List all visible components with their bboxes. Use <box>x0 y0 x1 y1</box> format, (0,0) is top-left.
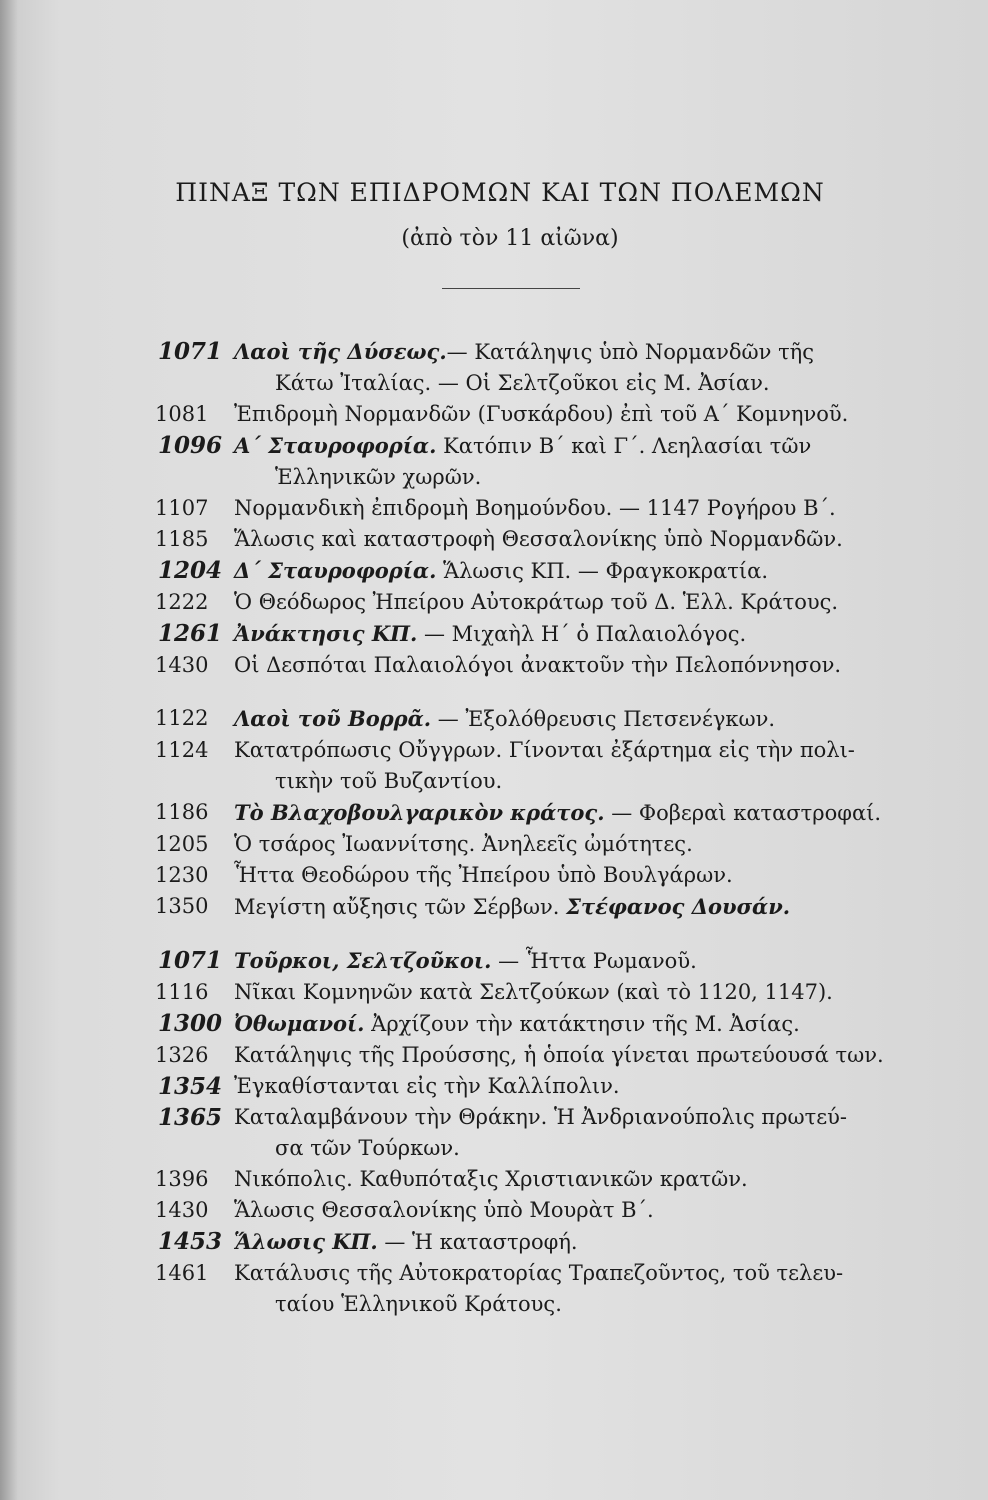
entry-year: 1326 <box>155 1043 209 1067</box>
entry-year: 1430 <box>155 1198 209 1222</box>
entry-text <box>234 1040 914 1071</box>
entry-text <box>234 650 914 681</box>
entry-body: Ἐγκαθίστανται εἰς τὴν Καλλίπολιν. <box>234 1074 620 1098</box>
entry-text <box>234 430 914 462</box>
entry-year: 1122 <box>155 706 209 730</box>
entry-heading: Ὀθωμανοί. <box>234 1011 365 1036</box>
entry-body: Νορμανδικὴ ἐπιδρομὴ Βοημούνδου. — 1147 Ρογήρου Β΄. <box>234 496 836 520</box>
chronology-entry <box>0 493 988 524</box>
entry-text <box>234 703 914 735</box>
entry-year: 1430 <box>155 653 209 677</box>
entry-body: Οἱ Δεσπόται Παλαιολόγοι ἀνακτοῦν τὴν Πελοπόννησον. <box>234 653 842 677</box>
entry-year: 1124 <box>155 738 209 762</box>
entry-year: 1116 <box>155 980 209 1004</box>
entry-body: Ὁ τσάρος Ἰωαννίτσης. Ἀνηλεεῖς ὠμότητες. <box>234 832 693 856</box>
chronology-entry <box>0 703 988 735</box>
chronology-entry <box>0 430 988 493</box>
entry-body: Κατατρόπωσις Οὔγγρων. Γίνονται ἐξάρτημα εἰς τὴν πολι- <box>234 738 855 762</box>
entry-year: 1096 <box>158 432 223 459</box>
entry-year: 1354 <box>158 1073 223 1100</box>
entry-year: 1230 <box>155 863 209 887</box>
entry-year: 1071 <box>158 947 223 974</box>
entry-text <box>234 399 914 430</box>
entry-text <box>234 735 914 766</box>
entry-body: Ἅλωσις ΚΠ. — Φραγκοκρατία. <box>436 559 768 583</box>
entry-text <box>234 555 914 587</box>
chronology-entry <box>0 1164 988 1195</box>
entry-text <box>234 1226 914 1258</box>
entry-body: — Ἧττα Ρωμανοῦ. <box>491 949 697 973</box>
entry-body: Νικόπολις. Καθυπόταξις Χριστιανικῶν κρατῶν. <box>234 1167 748 1191</box>
entry-continuation: Κάτω Ἰταλίας. — Οἱ Σελτζοῦκοι εἰς Μ. Ἀσίαν. <box>275 371 770 395</box>
entry-text <box>234 977 914 1008</box>
entry-heading: Δ΄ Σταυροφορία. <box>234 558 437 583</box>
entry-body: Ἅλωσις καὶ καταστροφὴ Θεσσαλονίκης ὑπὸ Νορμανδῶν. <box>234 527 843 551</box>
entry-year: 1107 <box>155 496 209 520</box>
chronology-entry <box>0 1195 988 1226</box>
entry-body: Ὁ Θεόδωρος Ἠπείρου Αὐτοκράτωρ τοῦ Δ. Ἑλλ. Κράτους. <box>234 590 839 614</box>
chronology-entry <box>0 891 988 923</box>
chronology-entry <box>0 1071 988 1102</box>
entry-text <box>234 829 914 860</box>
entry-body: Κατόπιν Β΄ καὶ Γ΄. Λεηλασίαι τῶν <box>436 434 812 458</box>
chronology-entry <box>0 829 988 860</box>
chronology-entry <box>0 587 988 618</box>
entry-text <box>234 1071 914 1102</box>
chronology-entry <box>0 1258 988 1320</box>
chronology-entry <box>0 650 988 681</box>
entry-year: 1396 <box>155 1167 209 1191</box>
entry-year: 1186 <box>155 800 209 824</box>
chronology-entry <box>0 1102 988 1164</box>
entry-body: — Κατάληψις ὑπὸ Νορμανδῶν τῆς <box>446 340 815 364</box>
chronology-entry <box>0 1040 988 1071</box>
chronology-entry <box>0 945 988 977</box>
entry-body: Νῖκαι Κομνηνῶν κατὰ Σελτζούκων (καὶ τὸ 1120, 1147). <box>234 980 833 1004</box>
entry-year: 1461 <box>155 1261 209 1285</box>
chronology-entry <box>0 1008 988 1040</box>
divider <box>442 288 580 289</box>
chronology-entry <box>0 618 988 650</box>
entry-heading: Ἀνάκτησις ΚΠ. <box>234 621 418 646</box>
entry-body: Μεγίστη αὔξησις τῶν Σέρβων. <box>234 895 567 919</box>
entry-text <box>234 860 914 891</box>
entry-text <box>234 1195 914 1226</box>
entry-year: 1081 <box>155 402 209 426</box>
entry-body: Ἐπιδρομὴ Νορμανδῶν (Γυσκάρδου) ἐπὶ τοῦ Α΄ Κομνηνοῦ. <box>234 402 849 426</box>
entry-text <box>234 945 914 977</box>
entry-heading: Τὸ Βλαχοβουλγαρικὸν κράτος. <box>234 800 605 825</box>
entry-body: — Φοβεραὶ καταστροφαί. <box>604 801 882 825</box>
entry-year: 1300 <box>158 1010 223 1037</box>
entry-year: 1204 <box>158 557 223 584</box>
entry-text <box>234 1102 914 1133</box>
entry-body: Ἀρχίζουν τὴν κατάκτησιν τῆς Μ. Ἀσίας. <box>364 1012 800 1036</box>
entry-heading: Λαοὶ τῆς Δύσεως. <box>234 339 447 364</box>
entry-emphasis: Στέφανος Δουσάν. <box>566 894 791 919</box>
page-title: ΠΙΝΑΞ ΤΩΝ ΕΠΙΔΡΟΜΩΝ ΚΑΙ ΤΩΝ ΠΟΛΕΜΩΝ <box>175 178 825 207</box>
entry-year: 1185 <box>155 527 209 551</box>
page-subtitle: (ἀπὸ τὸν 11 αἰῶνα) <box>401 226 619 251</box>
entry-body: — Ἡ καταστροφή. <box>377 1230 578 1254</box>
entry-text <box>234 1008 914 1040</box>
entry-body: Καταλαμβάνουν τὴν Θράκην. Ἡ Ἀνδριανούπολις πρωτεύ- <box>234 1105 848 1129</box>
entry-year: 1261 <box>158 620 223 647</box>
chronology-entry <box>0 524 988 555</box>
entry-heading: Λαοὶ τοῦ Βορρᾶ. <box>234 706 432 731</box>
entry-continuation: Ἑλληνικῶν χωρῶν. <box>275 465 482 489</box>
entry-heading: Τοῦρκοι, Σελτζοῦκοι. <box>234 948 492 973</box>
entry-year: 1350 <box>155 894 209 918</box>
chronology-entry <box>0 797 988 829</box>
chronology-list <box>0 336 988 1320</box>
entry-body: Κατάληψις τῆς Προύσσης, ἡ ὁποία γίνεται πρωτεύουσά των. <box>234 1043 884 1067</box>
chronology-entry <box>0 860 988 891</box>
entry-text <box>234 618 914 650</box>
entry-body: Ἅλωσις Θεσσαλονίκης ὑπὸ Μουρὰτ Β΄. <box>234 1198 654 1222</box>
entry-text <box>234 336 914 368</box>
chronology-entry <box>0 336 988 399</box>
entry-continuation: σα τῶν Τούρκων. <box>275 1136 460 1160</box>
entry-year: 1222 <box>155 590 209 614</box>
entry-heading: Α΄ Σταυροφορία. <box>234 433 437 458</box>
entry-text <box>234 493 914 524</box>
entry-text <box>234 891 914 923</box>
entry-text <box>234 587 914 618</box>
entry-text <box>234 524 914 555</box>
entry-body: Ἧττα Θεοδώρου τῆς Ἠπείρου ὑπὸ Βουλγάρων. <box>234 863 733 887</box>
entry-heading: Ἅλωσις ΚΠ. <box>234 1229 378 1254</box>
entry-body: — Ἐξολόθρευσις Πετσενέγκων. <box>431 707 776 731</box>
entry-year: 1453 <box>158 1228 223 1255</box>
entry-year: 1071 <box>158 338 223 365</box>
chronology-entry <box>0 977 988 1008</box>
entry-continuation: ταίου Ἑλληνικοῦ Κράτους. <box>275 1292 562 1316</box>
chronology-entry <box>0 1226 988 1258</box>
chronology-entry <box>0 399 988 430</box>
entry-year: 1205 <box>155 832 209 856</box>
entry-body: — Μιχαὴλ Η΄ ὁ Παλαιολόγος. <box>417 622 747 646</box>
entry-continuation: τικὴν τοῦ Βυζαντίου. <box>275 769 503 793</box>
chronology-entry <box>0 555 988 587</box>
entry-text <box>234 1164 914 1195</box>
entry-year: 1365 <box>158 1104 223 1131</box>
entry-body: Κατάλυσις τῆς Αὐτοκρατορίας Τραπεζοῦντος, τοῦ τελευ- <box>234 1261 844 1285</box>
chronology-entry <box>0 735 988 797</box>
entry-text <box>234 797 914 829</box>
entry-text <box>234 1258 914 1289</box>
